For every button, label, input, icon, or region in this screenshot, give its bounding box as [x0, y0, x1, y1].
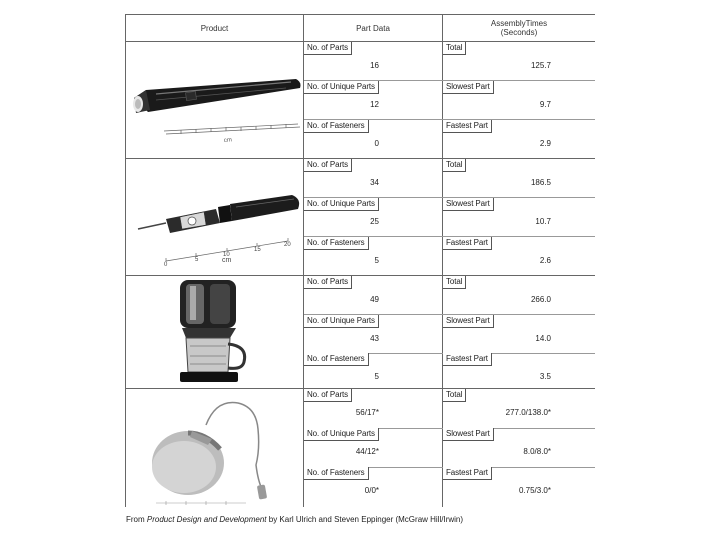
- fastest-label: Fastest Part: [443, 120, 492, 133]
- header-product: Product: [200, 23, 229, 33]
- fastest-value: 3.5: [539, 372, 551, 381]
- computer-mouse-icon: [152, 402, 267, 499]
- fastest-label: Fastest Part: [443, 467, 492, 480]
- num-fasteners-label: No. of Fasteners: [304, 467, 369, 480]
- num-unique-label: No. of Unique Parts: [304, 198, 379, 211]
- num-fasteners-value: 0: [374, 139, 379, 148]
- num-parts-label: No. of Parts: [304, 159, 352, 172]
- num-parts-cell: [304, 389, 442, 428]
- flashlight-icon: [133, 79, 301, 113]
- total-cell: [443, 159, 595, 198]
- coffee-maker-image: [126, 276, 303, 388]
- ruler-unit: cm: [222, 257, 232, 264]
- header-assembly-line1: AssemblyTimes: [490, 19, 548, 28]
- fastest-value: 0.75/3.0*: [518, 486, 551, 495]
- num-parts-value: 16: [370, 61, 379, 70]
- slowest-label: Slowest Part: [443, 81, 494, 94]
- num-unique-cell: [304, 428, 442, 467]
- slowest-cell: [443, 428, 595, 467]
- total-label: Total: [443, 42, 466, 55]
- fastest-cell: [443, 120, 595, 159]
- num-unique-value: 44/12*: [355, 447, 379, 456]
- fastest-value: 2.6: [539, 256, 551, 265]
- num-parts-value: 49: [370, 295, 379, 304]
- slowest-value: 8.0/8.0*: [523, 447, 551, 456]
- num-parts-value: 34: [370, 178, 379, 187]
- product-row: [126, 42, 595, 158]
- num-unique-label: No. of Unique Parts: [304, 428, 379, 441]
- num-parts-label: No. of Parts: [304, 42, 352, 55]
- assembly-table: [125, 14, 595, 507]
- total-cell: [443, 276, 595, 315]
- num-unique-cell: [304, 198, 442, 237]
- caption-book-title: Product Design and Development: [146, 515, 267, 524]
- num-fasteners-label: No. of Fasteners: [304, 237, 369, 250]
- num-fasteners-value: 5: [374, 256, 379, 265]
- num-parts-label: No. of Parts: [304, 389, 352, 402]
- caption-prefix: From: [126, 515, 147, 524]
- fastest-label: Fastest Part: [443, 237, 492, 250]
- ruler-tick-label: 0: [164, 262, 168, 268]
- num-parts-label: No. of Parts: [304, 276, 352, 289]
- total-label: Total: [443, 389, 466, 402]
- slowest-label: Slowest Part: [443, 428, 494, 441]
- product-row: [126, 276, 595, 388]
- slowest-label: Slowest Part: [443, 315, 494, 328]
- ruler-tick-label: 20: [284, 242, 291, 248]
- source-caption: [126, 515, 463, 524]
- fastest-cell: [443, 237, 595, 276]
- num-unique-cell: [304, 315, 442, 354]
- ruler-tick-label: 15: [254, 247, 261, 253]
- num-fasteners-value: 0/0*: [364, 486, 379, 495]
- fastest-cell: [443, 353, 595, 392]
- slowest-label: Slowest Part: [443, 198, 494, 211]
- num-parts-cell: [304, 276, 442, 315]
- ruler-tick-label: 10: [223, 252, 230, 258]
- slowest-cell: [443, 81, 595, 120]
- ruler-icon: [156, 501, 246, 505]
- flashlight-image: [126, 42, 303, 158]
- num-fasteners-cell: [304, 467, 442, 506]
- num-unique-value: 43: [370, 334, 379, 343]
- num-fasteners-label: No. of Fasteners: [304, 353, 369, 366]
- mouse-image: [126, 389, 303, 507]
- caption-suffix: by Karl Ulrich and Steven Eppinger (McGraw Hill/Irwin): [266, 515, 464, 524]
- total-label: Total: [443, 276, 466, 289]
- total-value: 186.5: [530, 178, 551, 187]
- total-value: 266.0: [530, 295, 551, 304]
- slowest-value: 9.7: [539, 100, 551, 109]
- num-unique-cell: [304, 81, 442, 120]
- header-part-data: Part Data: [356, 23, 390, 33]
- num-unique-value: 12: [370, 100, 379, 109]
- ruler-tick-label: 5: [195, 257, 199, 263]
- num-parts-cell: [304, 159, 442, 198]
- total-value: 125.7: [530, 61, 551, 70]
- header-assembly-times: [443, 15, 595, 41]
- fastest-label: Fastest Part: [443, 353, 492, 366]
- num-unique-value: 25: [370, 217, 379, 226]
- slowest-value: 10.7: [535, 217, 551, 226]
- num-fasteners-cell: [304, 120, 442, 159]
- num-parts-value: 56/17*: [355, 408, 379, 417]
- slowest-value: 14.0: [535, 334, 551, 343]
- num-unique-label: No. of Unique Parts: [304, 81, 379, 94]
- product-row: [126, 159, 595, 275]
- slowest-cell: [443, 198, 595, 237]
- coffee-maker-icon: [180, 280, 245, 382]
- product-row: [126, 389, 595, 507]
- num-fasteners-label: No. of Fasteners: [304, 120, 369, 133]
- num-parts-cell: [304, 42, 442, 81]
- num-fasteners-cell: [304, 237, 442, 276]
- num-fasteners-value: 5: [374, 372, 379, 381]
- header-assembly-line2: (Seconds): [500, 28, 538, 37]
- total-cell: [443, 42, 595, 81]
- ruler-icon: [164, 124, 300, 134]
- screwdriver-image: [126, 159, 303, 275]
- num-unique-label: No. of Unique Parts: [304, 315, 379, 328]
- total-cell: [443, 389, 595, 428]
- total-value: 277.0/138.0*: [505, 408, 551, 417]
- ruler-unit: cm: [223, 137, 233, 144]
- screwdriver-icon: [138, 195, 299, 233]
- num-fasteners-cell: [304, 353, 442, 392]
- total-label: Total: [443, 159, 466, 172]
- fastest-cell: [443, 467, 595, 506]
- fastest-value: 2.9: [539, 139, 551, 148]
- slowest-cell: [443, 315, 595, 354]
